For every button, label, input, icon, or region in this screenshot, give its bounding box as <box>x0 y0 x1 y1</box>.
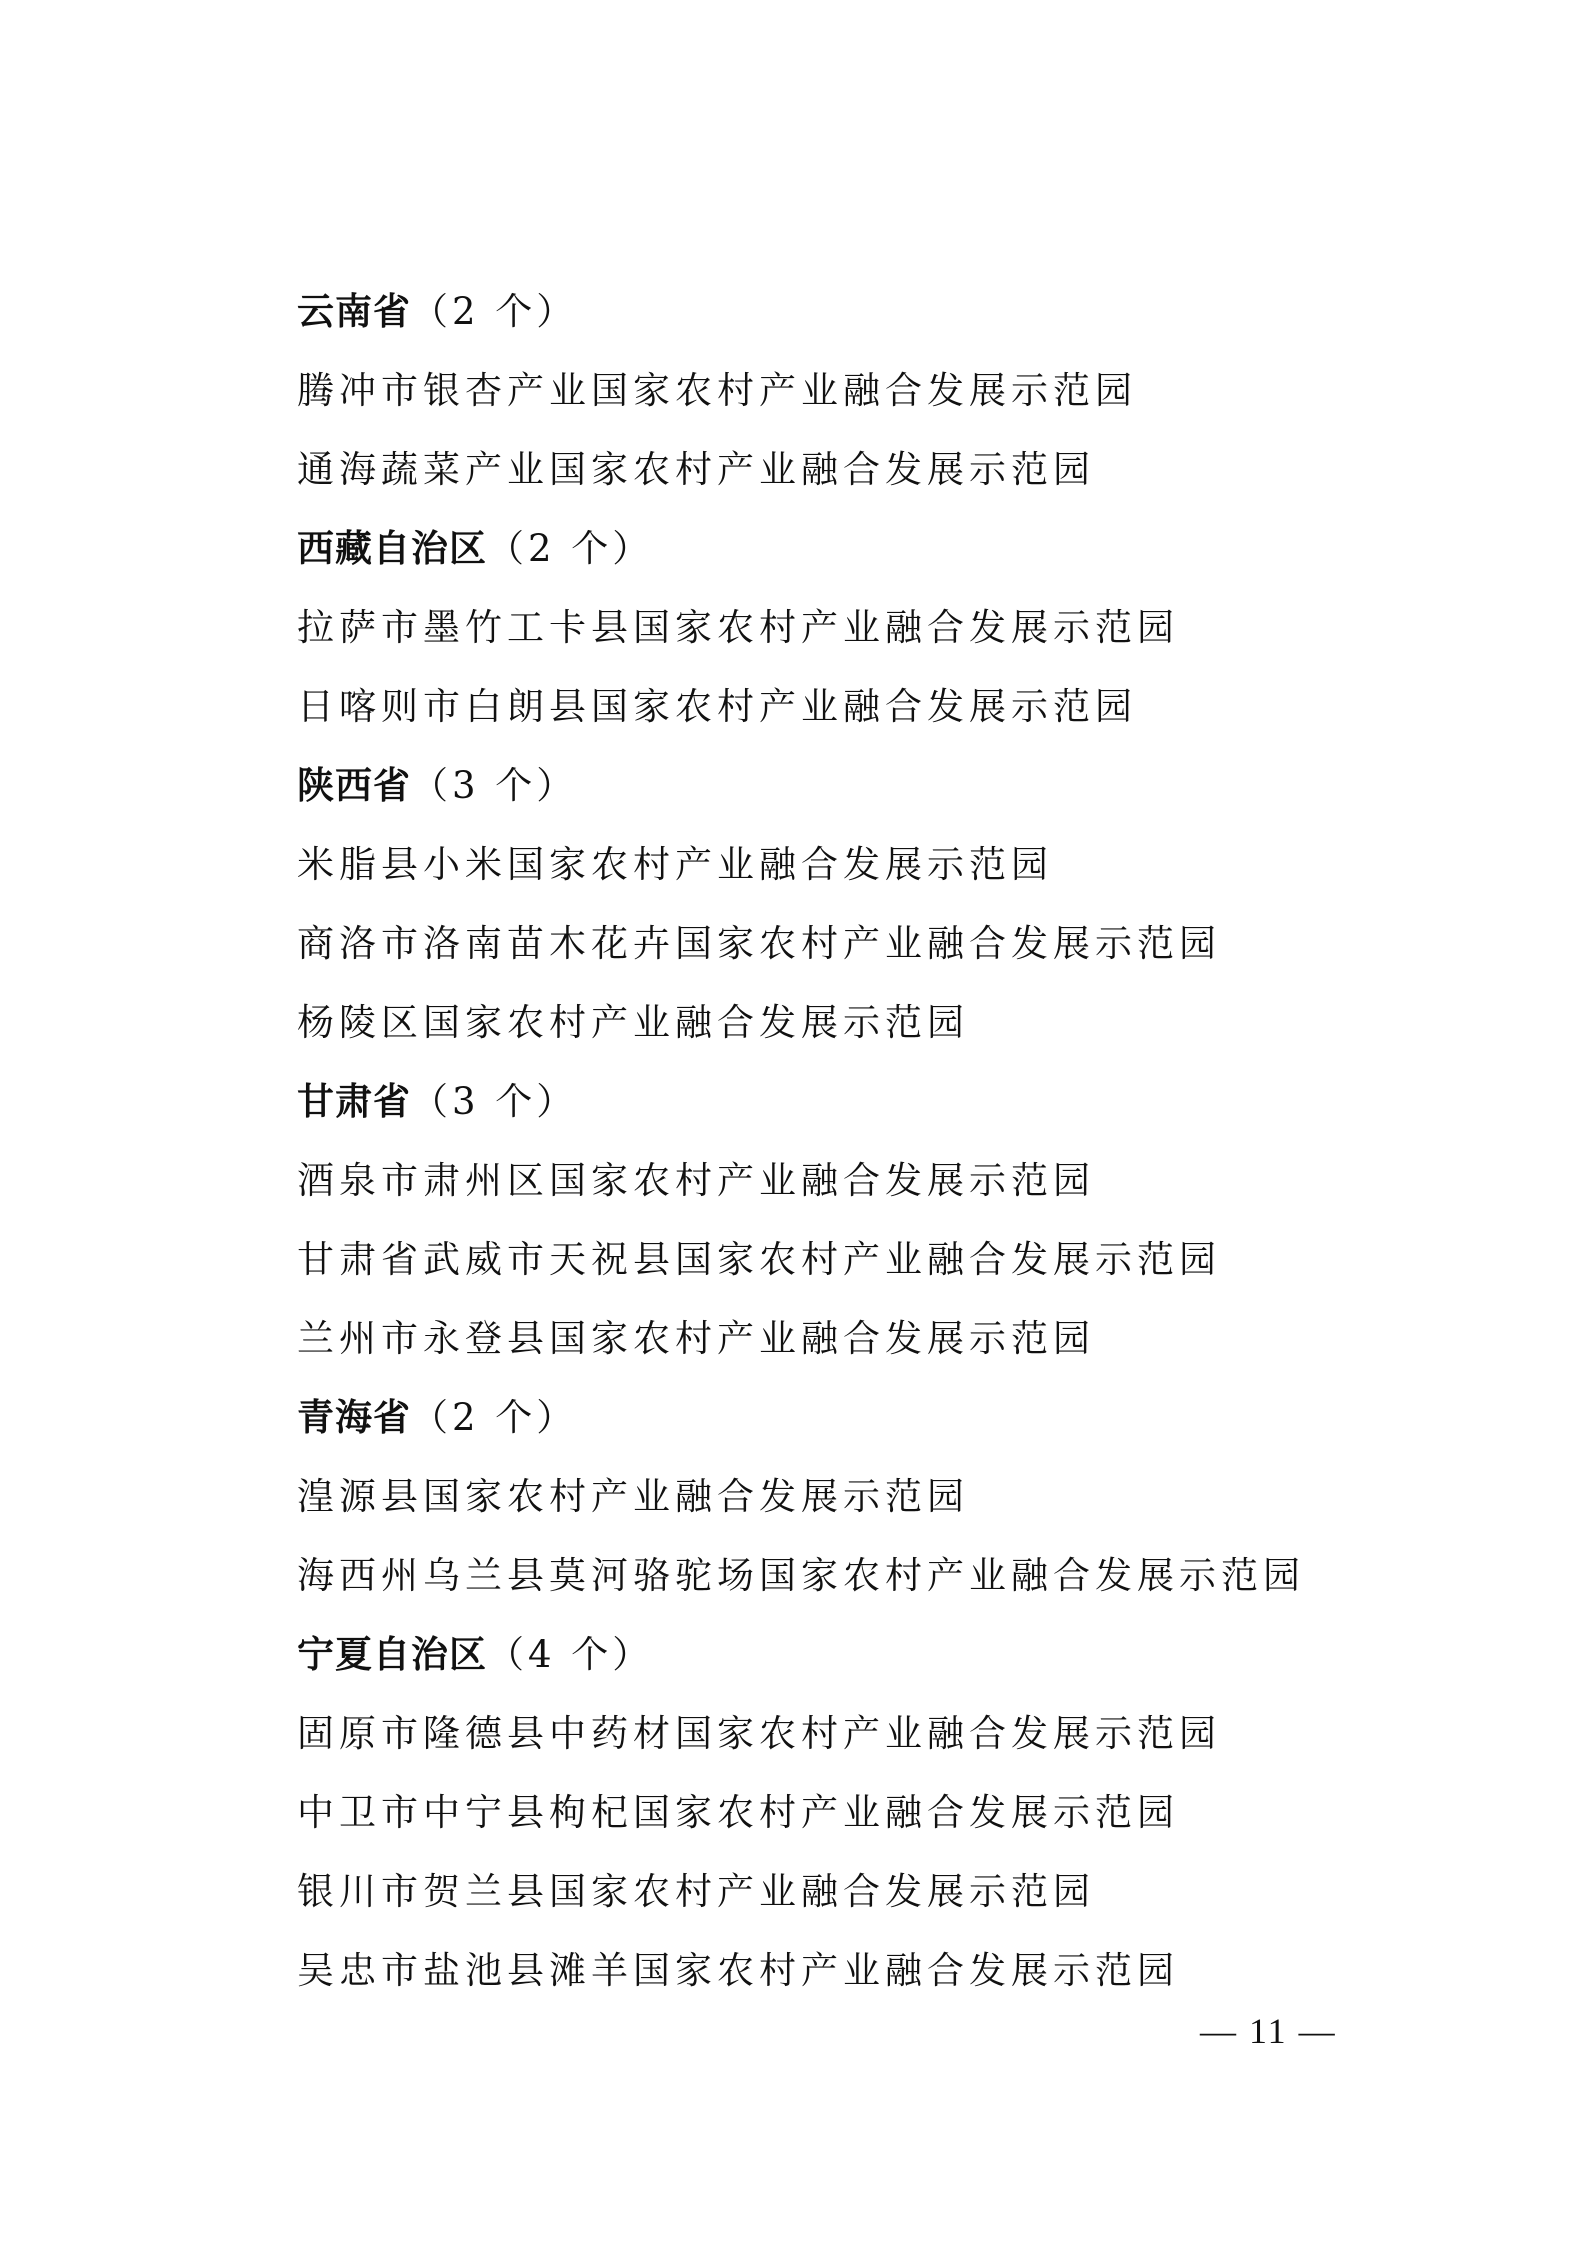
section-count: （3 个） <box>411 764 578 807</box>
list-item: 中卫市中宁县枸杞国家农村产业融合发展示范园 <box>297 1791 1179 1834</box>
section-name: 陕西省 <box>297 764 411 807</box>
section-name: 青海省 <box>297 1396 411 1439</box>
section-heading-yunnan <box>297 272 1337 351</box>
list-item: 甘肃省武威市天祝县国家农村产业融合发展示范园 <box>297 1238 1221 1281</box>
demonstration-park-list <box>297 272 1337 2010</box>
list-item: 固原市隆德县中药材国家农村产业融合发展示范园 <box>297 1712 1221 1755</box>
list-item: 商洛市洛南苗木花卉国家农村产业融合发展示范园 <box>297 922 1221 965</box>
section-name: 甘肃省 <box>297 1080 411 1123</box>
list-item: 杨陵区国家农村产业融合发展示范园 <box>297 1001 969 1044</box>
section-heading-gansu <box>297 1062 1337 1141</box>
section-name: 云南省 <box>297 290 411 333</box>
list-item: 拉萨市墨竹工卡县国家农村产业融合发展示范园 <box>297 606 1179 649</box>
list-item: 湟源县国家农村产业融合发展示范园 <box>297 1475 969 1518</box>
list-item: 吴忠市盐池县滩羊国家农村产业融合发展示范园 <box>297 1949 1179 1992</box>
list-item: 米脂县小米国家农村产业融合发展示范园 <box>297 843 1053 886</box>
section-count: （3 个） <box>411 1080 578 1123</box>
list-item: 通海蔬菜产业国家农村产业融合发展示范园 <box>297 448 1095 491</box>
section-name: 宁夏自治区 <box>297 1633 487 1676</box>
section-count: （2 个） <box>487 527 654 570</box>
list-item: 日喀则市白朗县国家农村产业融合发展示范园 <box>297 685 1137 728</box>
section-heading-qinghai <box>297 1378 1337 1457</box>
list-item: 腾冲市银杏产业国家农村产业融合发展示范园 <box>297 369 1137 412</box>
section-count: （2 个） <box>411 290 578 333</box>
section-heading-shaanxi <box>297 746 1337 825</box>
section-count: （2 个） <box>411 1396 578 1439</box>
list-item: 海西州乌兰县莫河骆驼场国家农村产业融合发展示范园 <box>297 1554 1305 1597</box>
list-item: 银川市贺兰县国家农村产业融合发展示范园 <box>297 1870 1095 1913</box>
section-heading-ningxia <box>297 1615 1337 1694</box>
section-heading-tibet <box>297 509 1337 588</box>
section-count: （4 个） <box>487 1633 654 1676</box>
list-item: 兰州市永登县国家农村产业融合发展示范园 <box>297 1317 1095 1360</box>
section-name: 西藏自治区 <box>297 527 487 570</box>
list-item: 酒泉市肃州区国家农村产业融合发展示范园 <box>297 1159 1095 1202</box>
page-number: — 11 — <box>1200 2011 1337 2051</box>
